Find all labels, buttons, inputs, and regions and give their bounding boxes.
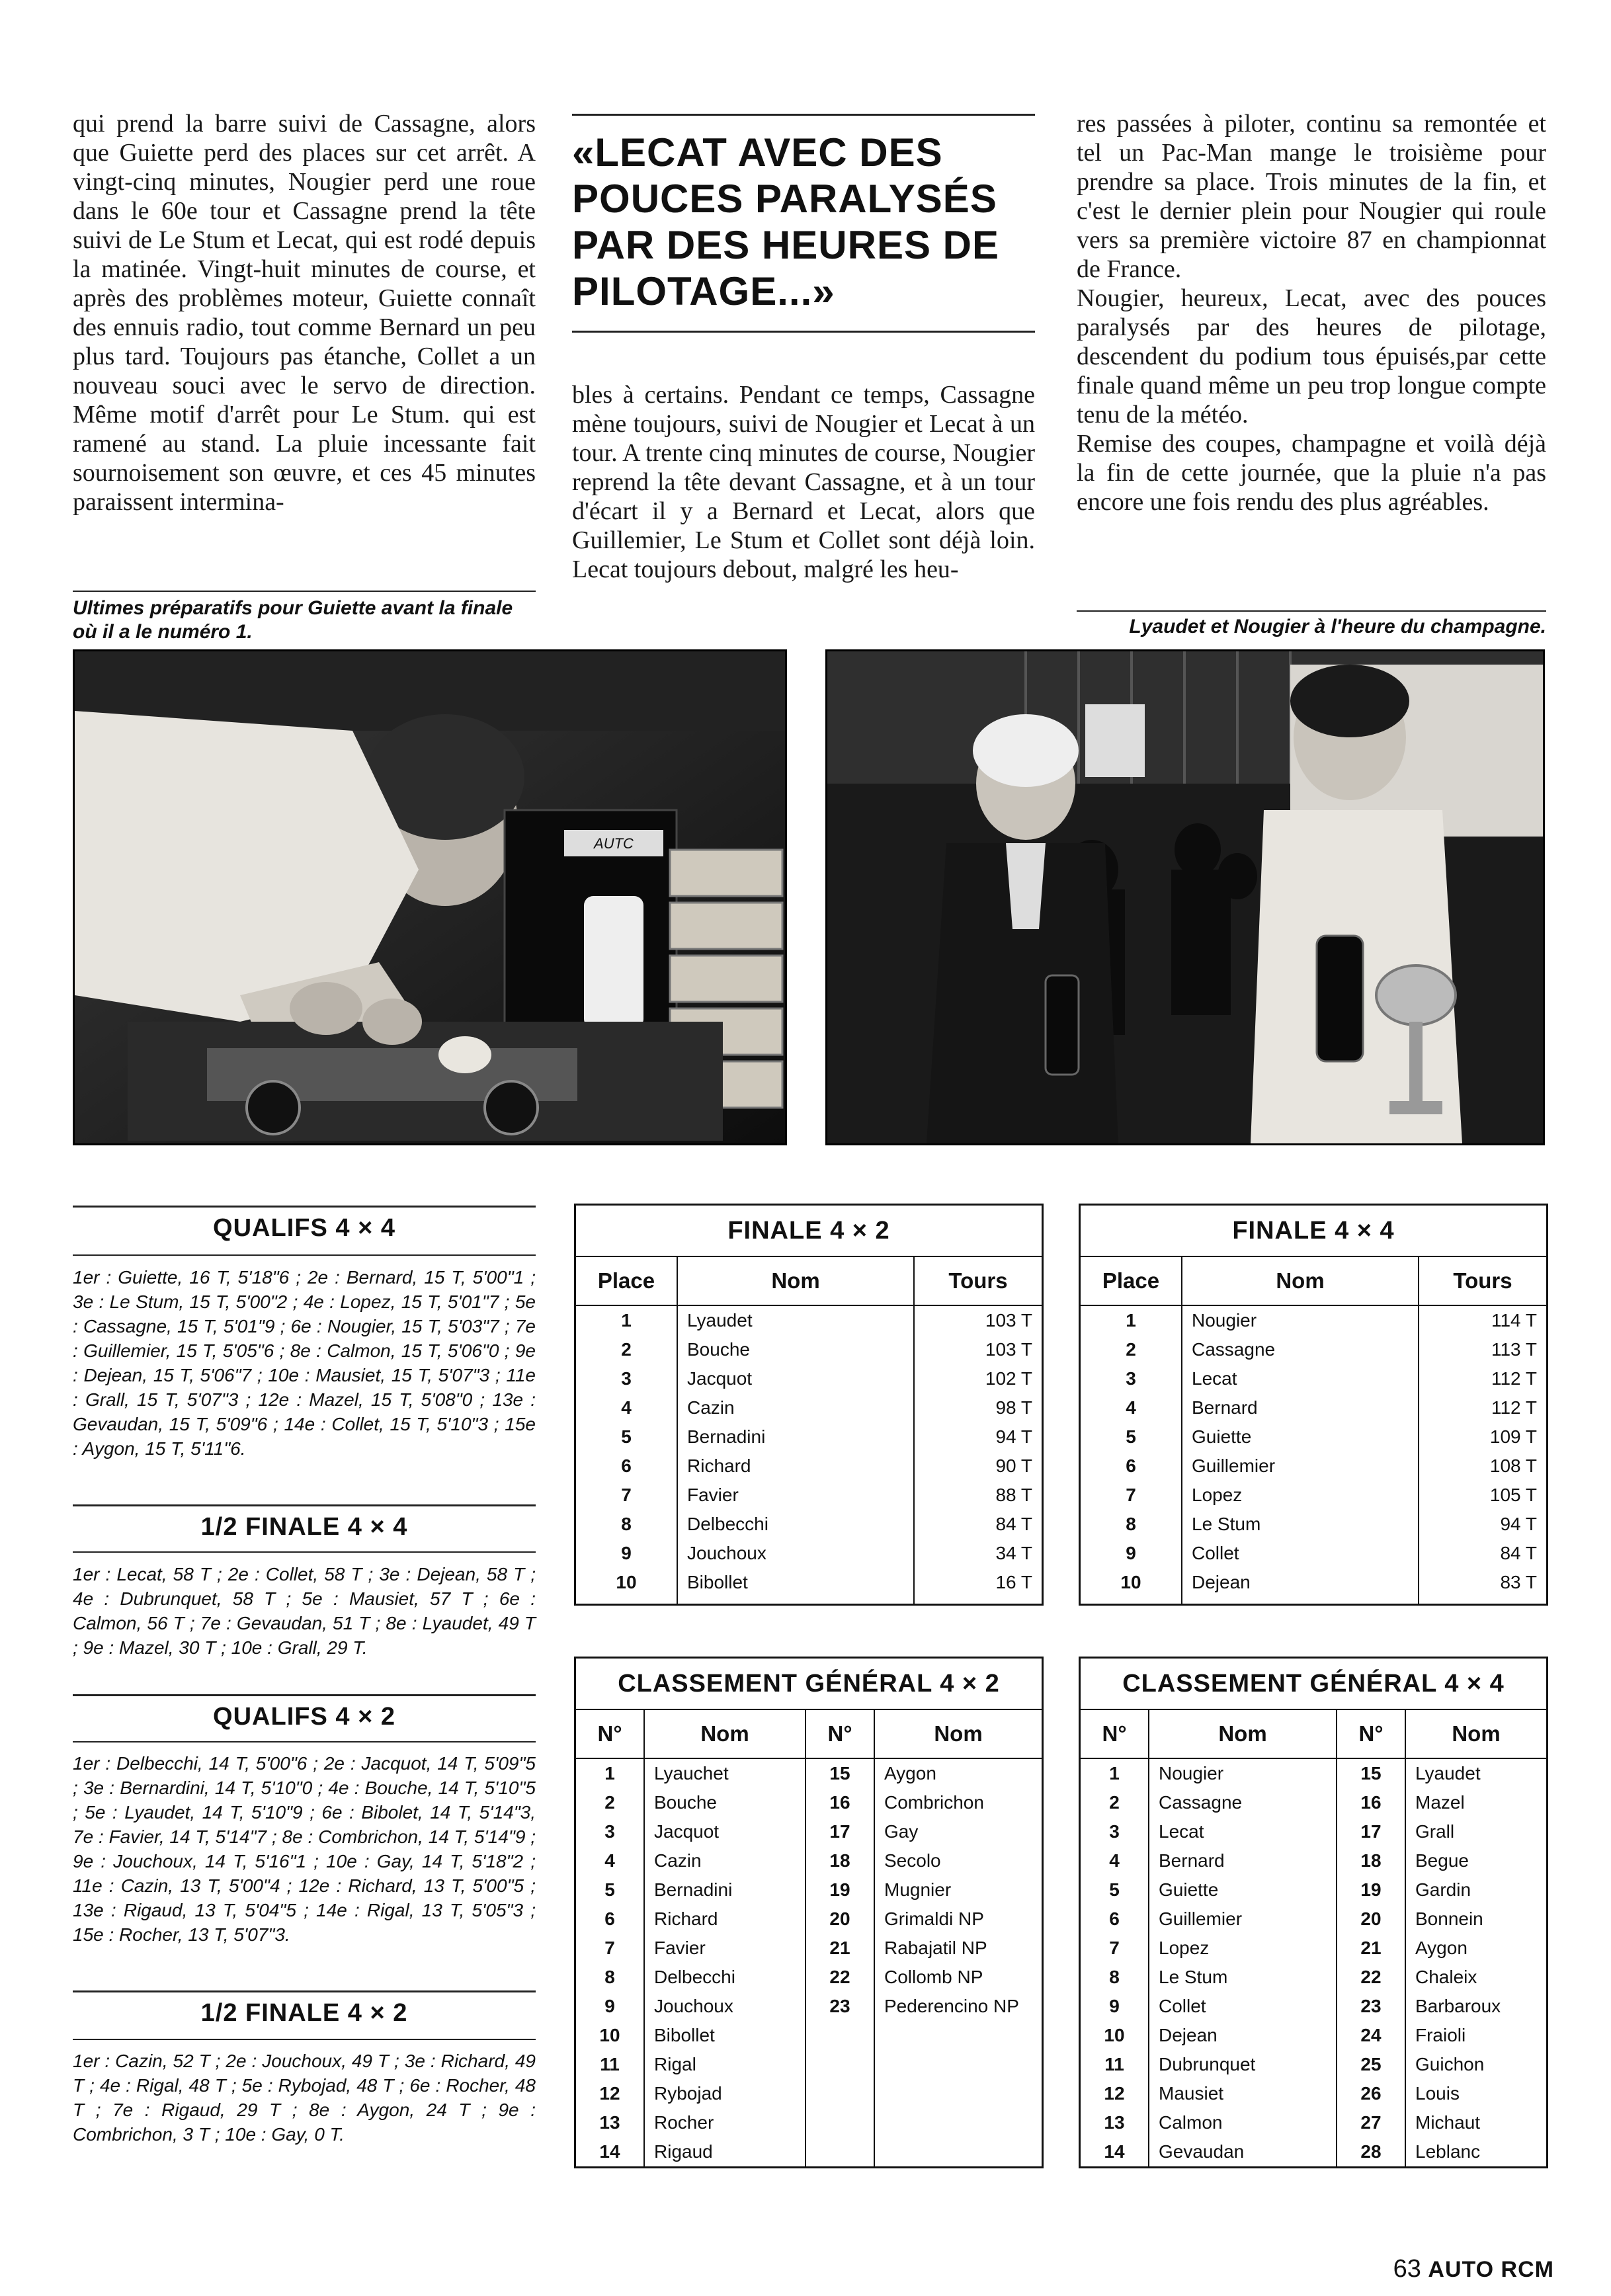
table-cell: Collomb NP: [874, 1963, 1043, 1992]
table-cell: 13: [1080, 2108, 1149, 2137]
table-cell: 9: [1080, 1539, 1182, 1568]
table-cell: Guichon: [1405, 2050, 1548, 2079]
table-row: [575, 1992, 1043, 2021]
table-cell: 25: [1337, 2050, 1405, 2079]
table-row: [1080, 1452, 1548, 1481]
classement-4x2-table: [574, 1657, 1044, 2168]
table-cell: 98 T: [914, 1393, 1043, 1422]
table-cell: 5: [575, 1875, 645, 1905]
table-cell: 112 T: [1419, 1364, 1548, 1393]
table-cell: 7: [1080, 1481, 1182, 1510]
table-cell: Lecat: [1149, 1817, 1337, 1846]
photo-caption-right: Lyaudet et Nougier à l'heure du champagne.: [1129, 616, 1546, 637]
table-cell: 2: [1080, 1788, 1149, 1817]
table-cell: Lopez: [1182, 1481, 1419, 1510]
table-row: [1080, 1905, 1548, 1934]
table-row: [575, 1510, 1043, 1539]
table-cell: 10: [575, 1568, 678, 1597]
page-number: 63: [1393, 2255, 1421, 2283]
table-row: [575, 1846, 1043, 1875]
table-cell: Guillemier: [1149, 1905, 1337, 1934]
table-row: [1080, 2108, 1548, 2137]
table-cell: Begue: [1405, 1846, 1548, 1875]
table-cell: [806, 2137, 874, 2168]
table-cell: [806, 2050, 874, 2079]
table-cell: 26: [1337, 2079, 1405, 2108]
table-cell: 11: [1080, 2050, 1149, 2079]
table-cell: [874, 2050, 1043, 2079]
table-cell: 16 T: [914, 1568, 1043, 1597]
table-cell: 94 T: [914, 1422, 1043, 1452]
table-cell: Barbaroux: [1405, 1992, 1548, 2021]
table-cell: Rybojad: [644, 2079, 806, 2108]
table-cell: 27: [1337, 2108, 1405, 2137]
table-cell: 102 T: [914, 1364, 1043, 1393]
table-cell: 20: [1337, 1905, 1405, 1934]
table-row: [575, 2079, 1043, 2108]
table-cell: 6: [1080, 1452, 1182, 1481]
table-cell: 7: [575, 1934, 645, 1963]
table-cell: Mugnier: [874, 1875, 1043, 1905]
table-cell: 21: [1337, 1934, 1405, 1963]
table-row: [1080, 1422, 1548, 1452]
column-header: N°: [575, 1709, 645, 1758]
table-row: [575, 1905, 1043, 1934]
table-cell: [874, 2021, 1043, 2050]
table-cell: 1: [575, 1758, 645, 1788]
demi-4x2-title: 1/2 FINALE 4 × 2: [200, 1999, 408, 2027]
table-cell: 11: [575, 2050, 645, 2079]
table-cell: 7: [575, 1481, 678, 1510]
table-cell: 2: [1080, 1335, 1182, 1364]
table-row: [575, 2137, 1043, 2168]
photo-lyaudet-nougier-champagne: [825, 649, 1545, 1145]
table-row: [1080, 1788, 1548, 1817]
table-cell: 8: [575, 1510, 678, 1539]
table-cell: Jouchoux: [677, 1539, 914, 1568]
magazine-logo: AUTO RCM: [1428, 2257, 1554, 2282]
box-rule: [73, 1254, 536, 1256]
table-cell: 114 T: [1419, 1305, 1548, 1335]
table-cell: [806, 2079, 874, 2108]
finale-4x4-table: [1079, 1204, 1548, 1606]
table-cell: 17: [1337, 1817, 1405, 1846]
table-cell: Louis: [1405, 2079, 1548, 2108]
table-row: [1080, 2050, 1548, 2079]
table-cell: Mausiet: [1149, 2079, 1337, 2108]
table-row: [575, 1393, 1043, 1422]
finale-4x2-table: [574, 1204, 1044, 1606]
table-cell: 9: [575, 1992, 645, 2021]
table-cell: 18: [1337, 1846, 1405, 1875]
table-title: FINALE 4 × 2: [575, 1205, 1043, 1257]
box-rule: [73, 1504, 536, 1506]
table-cell: 103 T: [914, 1305, 1043, 1335]
table-cell: 3: [1080, 1364, 1182, 1393]
column-header: Place: [575, 1256, 678, 1305]
table-row: [1080, 1963, 1548, 1992]
table-cell: 23: [806, 1992, 874, 2021]
table-cell: Grall: [1405, 1817, 1548, 1846]
table-cell: 103 T: [914, 1335, 1043, 1364]
table-cell: Rabajatil NP: [874, 1934, 1043, 1963]
box-rule: [73, 1694, 536, 1696]
table-cell: Michaut: [1405, 2108, 1548, 2137]
table-cell: 15: [1337, 1758, 1405, 1788]
table-cell: 8: [1080, 1510, 1182, 1539]
table-cell: Delbecchi: [677, 1510, 914, 1539]
table-cell: 22: [1337, 1963, 1405, 1992]
table-cell: 34 T: [914, 1539, 1043, 1568]
table-title: FINALE 4 × 4: [1080, 1205, 1548, 1257]
table-cell: Rigaud: [644, 2137, 806, 2168]
column-header: Nom: [1405, 1709, 1548, 1758]
table-cell: 3: [575, 1364, 678, 1393]
table-cell: Bouche: [677, 1335, 914, 1364]
table-cell: 5: [1080, 1875, 1149, 1905]
table-cell: 2: [575, 1335, 678, 1364]
table-cell: 4: [1080, 1393, 1182, 1422]
table-row: [575, 1481, 1043, 1510]
table-cell: Cassagne: [1149, 1788, 1337, 1817]
table-cell: Bernadini: [644, 1875, 806, 1905]
table-cell: 20: [806, 1905, 874, 1934]
table-cell: Jouchoux: [644, 1992, 806, 2021]
table-cell: 10: [575, 2021, 645, 2050]
table-row: [575, 2050, 1043, 2079]
table-cell: 28: [1337, 2137, 1405, 2168]
table-row: [1080, 1481, 1548, 1510]
article-paragraph: Nougier, heureux, Lecat, avec des pouces paralysés par des heures de pilotage, descendent du podium tous épuisés,par cette finale quand même un peu trop longue compte tenu de la météo.: [1077, 284, 1546, 429]
table-row: [1080, 1305, 1548, 1335]
table-row: [1080, 1568, 1548, 1597]
table-cell: 14: [575, 2137, 645, 2168]
table-cell: [874, 2079, 1043, 2108]
table-cell: 8: [1080, 1963, 1149, 1992]
table-cell: Le Stum: [1182, 1510, 1419, 1539]
table-cell: Bernadini: [677, 1422, 914, 1452]
table-cell: Bonnein: [1405, 1905, 1548, 1934]
article-column-1: [73, 109, 536, 516]
table-cell: 3: [575, 1817, 645, 1846]
table-row: [575, 1305, 1043, 1335]
table-cell: Fraioli: [1405, 2021, 1548, 2050]
table-cell: Le Stum: [1149, 1963, 1337, 1992]
table-padding-row: [1080, 1597, 1548, 1605]
table-row: [575, 1364, 1043, 1393]
column-header: Nom: [1182, 1256, 1419, 1305]
table-row: [575, 2021, 1043, 2050]
table-row: [1080, 1817, 1548, 1846]
table-row: [575, 1422, 1043, 1452]
table-row: [575, 1934, 1043, 1963]
table-cell: [874, 2108, 1043, 2137]
table-cell: Cassagne: [1182, 1335, 1419, 1364]
table-row: [575, 1539, 1043, 1568]
column-header: Tours: [1419, 1256, 1548, 1305]
table-cell: 9: [575, 1539, 678, 1568]
table-row: [575, 1788, 1043, 1817]
table-cell: 8: [575, 1963, 645, 1992]
classement-4x4-table: [1079, 1657, 1548, 2168]
table-cell: 19: [806, 1875, 874, 1905]
article-paragraph: Remise des coupes, champagne et voilà déjà la fin de cette journée, que la pluie n'a pas encore une fois rendu des plus agréables.: [1077, 430, 1546, 516]
table-cell: 5: [1080, 1422, 1182, 1452]
table-cell: Rocher: [644, 2108, 806, 2137]
table-cell: 19: [1337, 1875, 1405, 1905]
table-cell: 1: [1080, 1305, 1182, 1335]
transmitter-label: AUTC: [594, 835, 634, 852]
column-header: Nom: [874, 1709, 1043, 1758]
table-cell: 88 T: [914, 1481, 1043, 1510]
table-cell: Bouche: [644, 1788, 806, 1817]
table-cell: Aygon: [1405, 1934, 1548, 1963]
table-cell: Bernard: [1149, 1846, 1337, 1875]
table-row: [575, 1335, 1043, 1364]
table-cell: 109 T: [1419, 1422, 1548, 1452]
table-cell: Lyaudet: [1405, 1758, 1548, 1788]
photo-guiette-preparing-car: [73, 649, 787, 1145]
table-cell: 108 T: [1419, 1452, 1548, 1481]
table-cell: Gay: [874, 1817, 1043, 1846]
column-header: Tours: [914, 1256, 1043, 1305]
table-cell: Bibollet: [644, 2021, 806, 2050]
photo-illustration: [75, 651, 785, 1143]
table-cell: 14: [1080, 2137, 1149, 2168]
table-row: [575, 1817, 1043, 1846]
table-cell: Guiette: [1182, 1422, 1419, 1452]
table-cell: 15: [806, 1758, 874, 1788]
table-row: [1080, 1510, 1548, 1539]
table-cell: 23: [1337, 1992, 1405, 2021]
table-cell: 12: [1080, 2079, 1149, 2108]
table-cell: Delbecchi: [644, 1963, 806, 1992]
table-cell: 6: [575, 1905, 645, 1934]
article-paragraph: bles à certains. Pendant ce temps, Cassagne mène toujours, suivi de Nougier et Lecat à un tour. A trente cinq minutes de course, Nougier reprend la tête devant Cassagne, et à un tour d'écart il y a Bernard et Lecat, alors que Guillemier, Le Stum et Collet sont déjà loin. Lecat toujours debout, malgré les heu-: [572, 381, 1035, 583]
table-cell: Richard: [677, 1452, 914, 1481]
table-row: [1080, 1364, 1548, 1393]
table-cell: [806, 2021, 874, 2050]
table-cell: Favier: [644, 1934, 806, 1963]
table-cell: Leblanc: [1405, 2137, 1548, 2168]
table-row: [575, 1963, 1043, 1992]
table-row: [1080, 1846, 1548, 1875]
table-cell: Bernard: [1182, 1393, 1419, 1422]
demi-4x4-title: 1/2 FINALE 4 × 4: [200, 1513, 408, 1541]
table-cell: 1: [575, 1305, 678, 1335]
table-cell: 16: [806, 1788, 874, 1817]
table-row: [1080, 2021, 1548, 2050]
demi-4x4-results: 1er : Lecat, 58 T ; 2e : Collet, 58 T ; 3e : Dejean, 58 T ; 4e : Dubrunquet, 58 T ; 5e : Mausiet, 57 T ; 6e : Calmon, 56 T ; 7e : Gevaudan, 51 T ; 8e : Lyaudet, 49 T ; 9e : Mazel, 30 T ; 10e : Grall, 29 T.: [73, 1564, 536, 1658]
table-cell: 9: [1080, 1992, 1149, 2021]
table-cell: 10: [1080, 2021, 1149, 2050]
table-cell: Guiette: [1149, 1875, 1337, 1905]
table-cell: 90 T: [914, 1452, 1043, 1481]
table-cell: 84 T: [1419, 1539, 1548, 1568]
table-row: [575, 1568, 1043, 1597]
table-cell: Aygon: [874, 1758, 1043, 1788]
table-cell: Combrichon: [874, 1788, 1043, 1817]
table-cell: Collet: [1149, 1992, 1337, 2021]
caption-rule-right: [1077, 610, 1546, 612]
table-padding-row: [575, 1597, 1043, 1605]
table-row: [1080, 1992, 1548, 2021]
page-footer: [1393, 2255, 1554, 2283]
table-cell: Grimaldi NP: [874, 1905, 1043, 1934]
table-cell: 105 T: [1419, 1481, 1548, 1510]
table-cell: 22: [806, 1963, 874, 1992]
table-cell: 113 T: [1419, 1335, 1548, 1364]
table-cell: Bibollet: [677, 1568, 914, 1597]
table-row: [1080, 1539, 1548, 1568]
qualifs-4x2-title: QUALIFS 4 × 2: [213, 1703, 395, 1731]
table-row: [1080, 2137, 1548, 2168]
box-rule: [73, 2039, 536, 2040]
table-cell: 1: [1080, 1758, 1149, 1788]
pull-quote-top-rule: [572, 114, 1035, 116]
caption-rule-left: [73, 591, 536, 592]
table-cell: 21: [806, 1934, 874, 1963]
table-row: [1080, 1335, 1548, 1364]
table-row: [575, 2108, 1043, 2137]
table-cell: Favier: [677, 1481, 914, 1510]
qualifs-4x4-title: QUALIFS 4 × 4: [213, 1214, 395, 1242]
table-row: [1080, 2079, 1548, 2108]
article-column-2: [572, 380, 1035, 584]
table-cell: [806, 2108, 874, 2137]
table-cell: Rigal: [644, 2050, 806, 2079]
table-row: [575, 1875, 1043, 1905]
table-row: [575, 1758, 1043, 1788]
table-cell: Guillemier: [1182, 1452, 1419, 1481]
table-cell: Lyauchet: [644, 1758, 806, 1788]
table-cell: Nougier: [1182, 1305, 1419, 1335]
table-cell: 12: [575, 2079, 645, 2108]
qualifs-4x2-results: 1er : Delbecchi, 14 T, 5'00"6 ; 2e : Jacquot, 14 T, 5'09"5 ; 3e : Bernardini, 14 T, 5'10"0 ; 4e : Bouche, 14 T, 5'10"5 ; 5e : Lyaudet, 14 T, 5'10"9 ; 6e : Bibolet, 14 T, 5'14"3, 7e : Favier, 14 T, 5'14"7 ; 8e : Combrichon, 14 T, 5'14"9 ; 9e : Jouchoux, 14 T, 5'16"1 ; 10e : Gay, 14 T, 5'18"2 ; 11e : Cazin, 13 T, 5'00"4 ; 12e : Richard, 13 T, 5'00"5 ; 13e : Rigaud, 13 T, 5'04"5 ; 14e : Rigal, 13 T, 5'05"3 ; 15e : Rocher, 13 T, 5'07"3.: [73, 1753, 536, 1945]
table-title: CLASSEMENT GÉNÉRAL 4 × 4: [1080, 1658, 1548, 1710]
table-cell: Gevaudan: [1149, 2137, 1337, 2168]
table-cell: 13: [575, 2108, 645, 2137]
table-cell: Calmon: [1149, 2108, 1337, 2137]
table-cell: Dejean: [1182, 1568, 1419, 1597]
table-cell: 5: [575, 1422, 678, 1452]
table-row: [575, 1452, 1043, 1481]
table-cell: 4: [575, 1393, 678, 1422]
table-cell: 6: [1080, 1905, 1149, 1934]
pull-quote: «LECAT AVEC DES POUCES PARALYSÉS PAR DES HEURES DE PILOTAGE...»: [572, 130, 1000, 313]
photo-caption-left: Ultimes préparatifs pour Guiette avant la finale où il a le numéro 1.: [73, 597, 513, 643]
column-header: Nom: [644, 1709, 806, 1758]
table-cell: Collet: [1182, 1539, 1419, 1568]
table-cell: 84 T: [914, 1510, 1043, 1539]
column-header: Place: [1080, 1256, 1182, 1305]
table-cell: Cazin: [644, 1846, 806, 1875]
table-cell: Mazel: [1405, 1788, 1548, 1817]
table-row: [1080, 1875, 1548, 1905]
table-cell: 4: [575, 1846, 645, 1875]
table-cell: 24: [1337, 2021, 1405, 2050]
column-header: N°: [1337, 1709, 1405, 1758]
table-cell: 83 T: [1419, 1568, 1548, 1597]
table-cell: 17: [806, 1817, 874, 1846]
table-cell: 112 T: [1419, 1393, 1548, 1422]
table-cell: 94 T: [1419, 1510, 1548, 1539]
table-cell: 4: [1080, 1846, 1149, 1875]
table-cell: Lecat: [1182, 1364, 1419, 1393]
photo-illustration: [827, 651, 1543, 1143]
table-cell: Jacquot: [677, 1364, 914, 1393]
table-cell: Dejean: [1149, 2021, 1337, 2050]
table-cell: 16: [1337, 1788, 1405, 1817]
table-cell: 7: [1080, 1934, 1149, 1963]
table-cell: Jacquot: [644, 1817, 806, 1846]
table-cell: Chaleix: [1405, 1963, 1548, 1992]
table-cell: 3: [1080, 1817, 1149, 1846]
box-rule: [73, 1741, 536, 1742]
column-header: N°: [806, 1709, 874, 1758]
table-cell: Gardin: [1405, 1875, 1548, 1905]
table-cell: Nougier: [1149, 1758, 1337, 1788]
column-header: N°: [1080, 1709, 1149, 1758]
table-cell: Dubrunquet: [1149, 2050, 1337, 2079]
table-row: [1080, 1393, 1548, 1422]
table-title: CLASSEMENT GÉNÉRAL 4 × 2: [575, 1658, 1043, 1710]
article-paragraph: res passées à piloter, continu sa remontée et tel un Pac-Man mange le troisième pour prendre sa place. Trois minutes de la fin, et c'est le dernier plein pour Nougier qui roule vers sa première victoire 87 en championnat de France.: [1077, 110, 1546, 283]
table-cell: 18: [806, 1846, 874, 1875]
pull-quote-bottom-rule: [572, 331, 1035, 333]
box-rule: [73, 1551, 536, 1553]
table-row: [1080, 1758, 1548, 1788]
column-header: Nom: [1149, 1709, 1337, 1758]
table-cell: Lopez: [1149, 1934, 1337, 1963]
table-cell: 10: [1080, 1568, 1182, 1597]
table-cell: 6: [575, 1452, 678, 1481]
table-cell: Cazin: [677, 1393, 914, 1422]
article-column-3: [1077, 109, 1546, 516]
box-rule: [73, 1990, 536, 1992]
box-rule: [73, 1206, 536, 1208]
demi-4x2-results: 1er : Cazin, 52 T ; 2e : Jouchoux, 49 T ; 3e : Richard, 49 T ; 4e : Rigal, 48 T ; 5e : Rybojad, 48 T ; 6e : Rocher, 48 T ; 7e : Rigaud, 29 T ; 8e : Aygon, 24 T ; 9e : Combrichon, 3 T ; 10e : Gay, 0 T.: [73, 2051, 536, 2145]
table-cell: Lyaudet: [677, 1305, 914, 1335]
table-row: [1080, 1934, 1548, 1963]
table-cell: [874, 2137, 1043, 2168]
table-cell: Secolo: [874, 1846, 1043, 1875]
article-paragraph: qui prend la barre suivi de Cassagne, alors que Guiette perd des places sur cet arrêt. A vingt-cinq minutes, Nougier perd une roue dans le 60e tour et Cassagne prend la tête suivi de Le Stum et Lecat, qui est rodé depuis la matinée. Vingt-huit minutes de course, et après des problèmes moteur, Guiette connaît des ennuis radio, tout comme Bernard un peu plus tard. Toujours pas étanche, Collet a un nouveau souci avec le servo de direction. Même motif d'arrêt pour Le Stum. qui est ramené au stand. La pluie incessante fait sournoisement son œuvre, et ces 45 minutes paraissent intermina-: [73, 110, 536, 516]
table-cell: Pederencino NP: [874, 1992, 1043, 2021]
column-header: Nom: [677, 1256, 914, 1305]
qualifs-4x4-results: 1er : Guiette, 16 T, 5'18"6 ; 2e : Bernard, 15 T, 5'00"1 ; 3e : Le Stum, 15 T, 5'00"2 ; 4e : Lopez, 15 T, 5'01"7 ; 5e : Cassagne, 15 T, 5'01"9 ; 6e : Nougier, 15 T, 5'03"7 ; 7e : Guillemier, 15 T, 5'05"6 ; 8e : Calmon, 15 T, 5'06"0 ; 9e : Dejean, 15 T, 5'06"7 ; 10e : Mausiet, 15 T, 5'07"3 ; 11e : Grall, 15 T, 5'07"3 ; 12e : Mazel, 15 T, 5'08"0 ; 13e : Gevaudan, 15 T, 5'09"6 ; 14e : Collet, 15 T, 5'10"3 ; 15e : Aygon, 15 T, 5'11"6.: [73, 1267, 536, 1459]
table-cell: 2: [575, 1788, 645, 1817]
table-cell: Richard: [644, 1905, 806, 1934]
